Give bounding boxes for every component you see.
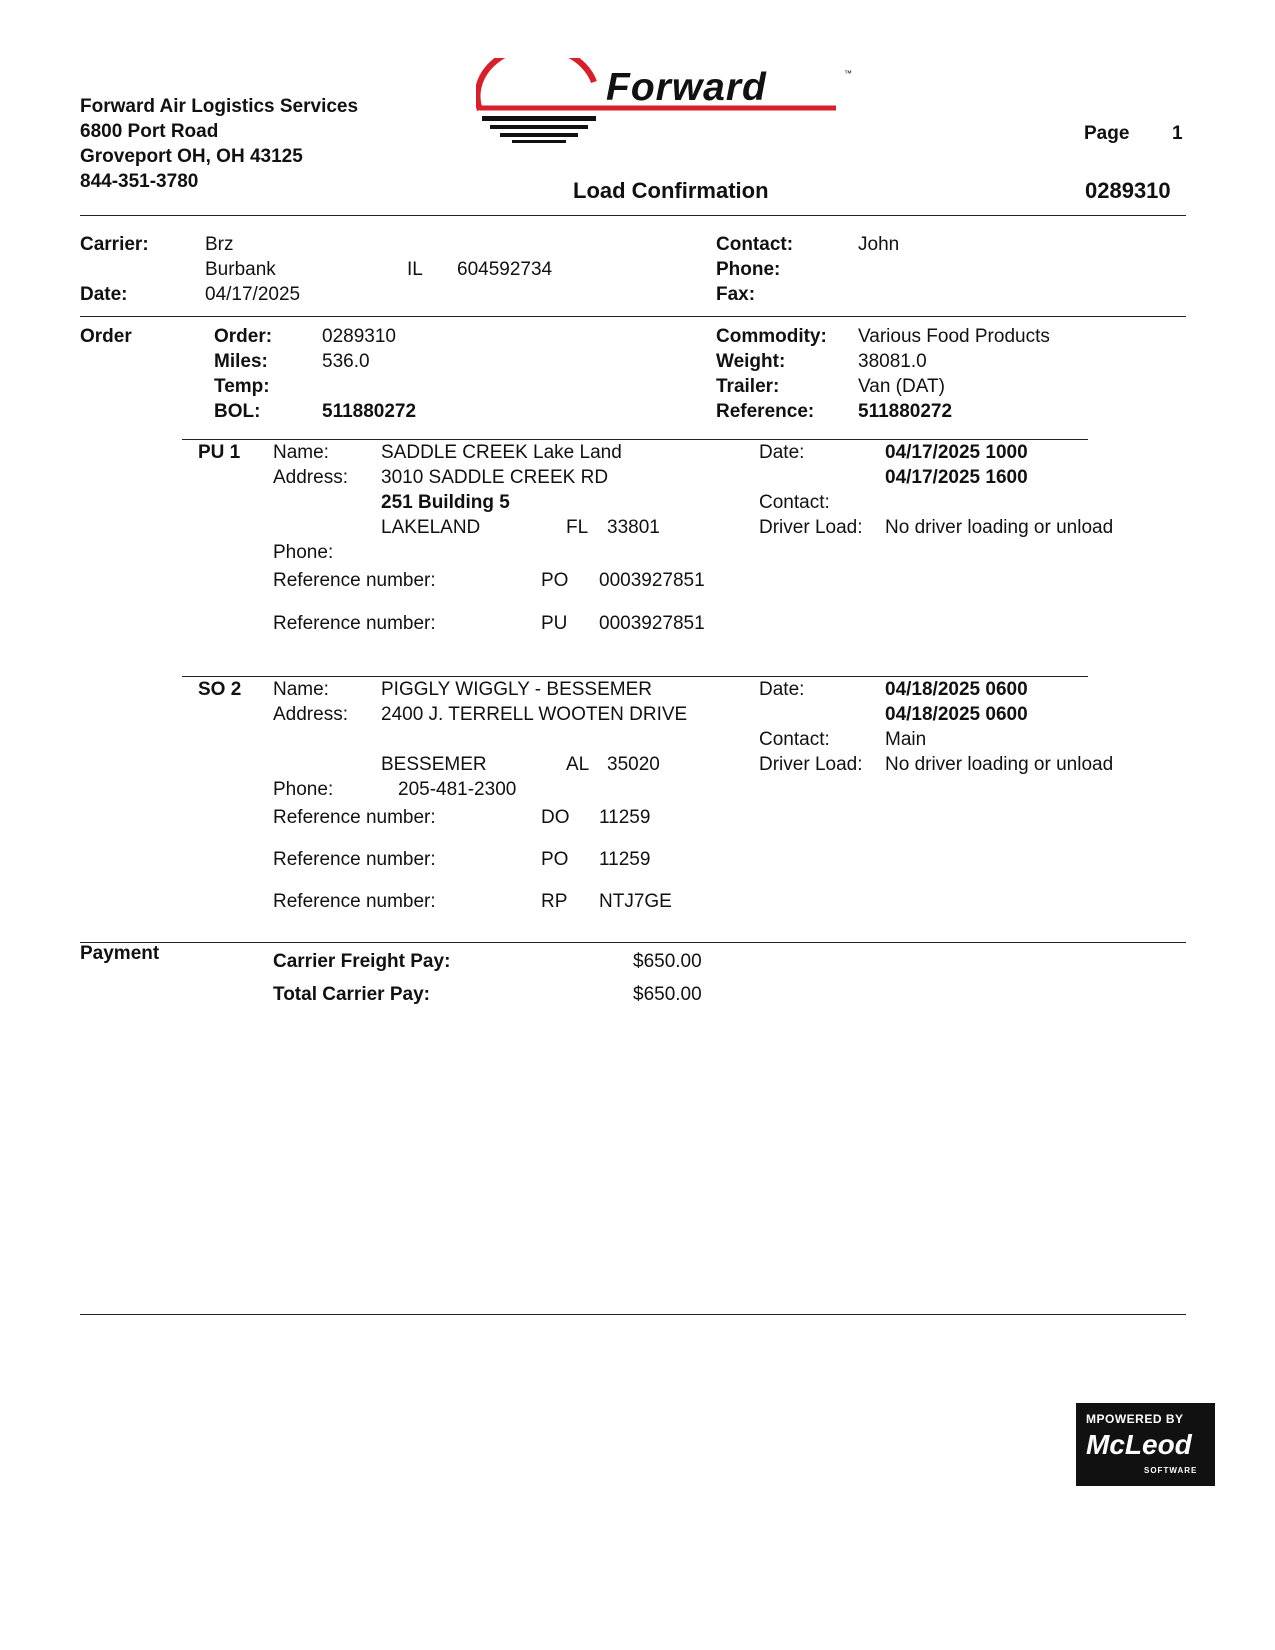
stop-date-end: 04/18/2025 0600 xyxy=(885,704,1028,725)
total-carrier-pay-label: Total Carrier Pay: xyxy=(273,984,430,1005)
stop-contact: Main xyxy=(885,729,927,750)
carrier-freight-pay-value: $650.00 xyxy=(633,951,702,972)
powered-by-text: MPOWERED BY xyxy=(1086,1412,1184,1426)
payment-divider xyxy=(80,942,1186,943)
reference-number-label: Reference number: xyxy=(273,807,436,828)
stop-date-label: Date: xyxy=(759,679,805,700)
carrier-state: IL xyxy=(407,259,423,280)
driver-load-value: No driver loading or unload xyxy=(885,517,1114,538)
phone-label: Phone: xyxy=(716,259,781,280)
stop-name-label: Name: xyxy=(273,679,329,700)
page-title: Load Confirmation xyxy=(573,178,769,203)
stop-address-line1: 3010 SADDLE CREEK RD xyxy=(381,467,609,488)
reference-number-label: Reference number: xyxy=(273,849,436,870)
carrier-contact: John xyxy=(858,234,900,255)
stop-contact-label: Contact: xyxy=(759,729,830,750)
weight-label: Weight: xyxy=(716,351,786,372)
stop-date-end: 04/17/2025 1600 xyxy=(885,467,1028,488)
driver-load-label: Driver Load: xyxy=(759,754,863,775)
carrier-label: Carrier: xyxy=(80,234,149,255)
carrier-date: 04/17/2025 xyxy=(205,284,301,305)
stop-state: AL xyxy=(566,754,590,775)
header-divider xyxy=(80,215,1186,216)
reference-type: RP xyxy=(541,891,568,912)
stop-code: PU 1 xyxy=(198,442,241,463)
stop-date-start: 04/17/2025 1000 xyxy=(885,442,1028,463)
stop-zip: 33801 xyxy=(607,517,660,538)
bol-label: BOL: xyxy=(214,401,261,422)
page-number: 1 xyxy=(1172,123,1183,144)
carrier-freight-pay-label: Carrier Freight Pay: xyxy=(273,951,451,972)
order-number: 0289310 xyxy=(322,326,396,347)
stop-phone-label: Phone: xyxy=(273,779,334,800)
footer-divider xyxy=(80,1314,1186,1315)
stop-phone: 205-481-2300 xyxy=(398,779,517,800)
carrier-name: Brz xyxy=(205,234,234,255)
reference-type: PU xyxy=(541,613,568,634)
company-address-line2: Groveport OH, OH 43125 xyxy=(80,146,303,167)
stop-date-label: Date: xyxy=(759,442,805,463)
reference-value: 0003927851 xyxy=(599,613,705,634)
stop-date-start: 04/18/2025 0600 xyxy=(885,679,1028,700)
contact-label: Contact: xyxy=(716,234,794,255)
commodity-value: Various Food Products xyxy=(858,326,1050,347)
stop-address-label: Address: xyxy=(273,704,348,725)
mcleod-brand-text: McLeod xyxy=(1086,1429,1192,1460)
carrier-city: Burbank xyxy=(205,259,276,280)
reference-value: 11259 xyxy=(599,807,651,828)
software-text: SOFTWARE xyxy=(1144,1466,1198,1475)
stop-name: SADDLE CREEK Lake Land xyxy=(381,442,622,463)
stop-phone-label: Phone: xyxy=(273,542,334,563)
stop-name-label: Name: xyxy=(273,442,329,463)
weight-value: 38081.0 xyxy=(858,351,927,372)
driver-load-label: Driver Load: xyxy=(759,517,863,538)
reference-value: 511880272 xyxy=(858,401,953,422)
carrier-divider xyxy=(80,316,1186,317)
reference-type: PO xyxy=(541,849,569,870)
stop-city: LAKELAND xyxy=(381,517,481,538)
stop-1-divider xyxy=(182,439,1088,440)
fax-label: Fax: xyxy=(716,284,756,305)
reference-label: Reference: xyxy=(716,401,815,422)
commodity-label: Commodity: xyxy=(716,326,827,347)
reference-number-label: Reference number: xyxy=(273,570,436,591)
carrier-id: 604592734 xyxy=(457,259,553,280)
page-label: Page xyxy=(1084,123,1130,144)
stop-state: FL xyxy=(566,517,589,538)
total-carrier-pay-value: $650.00 xyxy=(633,984,702,1005)
trailer-value: Van (DAT) xyxy=(858,376,945,397)
reference-value: 11259 xyxy=(599,849,651,870)
company-address-line1: 6800 Port Road xyxy=(80,121,219,142)
order-label: Order: xyxy=(214,326,273,347)
stop-address-label: Address: xyxy=(273,467,348,488)
mcleod-logo xyxy=(1076,1403,1215,1486)
forward-logo-text: Forward xyxy=(606,66,767,109)
reference-number-label: Reference number: xyxy=(273,613,436,634)
stop-address-line1: 2400 J. TERRELL WOOTEN DRIVE xyxy=(381,704,688,725)
order-section-label: Order xyxy=(80,326,132,347)
miles-value: 536.0 xyxy=(322,351,370,372)
reference-type: PO xyxy=(541,570,569,591)
stop-city: BESSEMER xyxy=(381,754,487,775)
payment-section-label: Payment xyxy=(80,943,160,964)
trailer-label: Trailer: xyxy=(716,376,780,397)
bol-value: 511880272 xyxy=(322,401,417,422)
miles-label: Miles: xyxy=(214,351,268,372)
stop-name: PIGGLY WIGGLY - BESSEMER xyxy=(381,679,653,700)
reference-value: NTJ7GE xyxy=(599,891,672,912)
reference-type: DO xyxy=(541,807,570,828)
stop-2-divider xyxy=(182,676,1088,677)
confirmation-number: 0289310 xyxy=(1085,178,1171,203)
stop-zip: 35020 xyxy=(607,754,660,775)
temp-label: Temp: xyxy=(214,376,270,397)
company-phone: 844-351-3780 xyxy=(80,171,199,192)
driver-load-value: No driver loading or unload xyxy=(885,754,1114,775)
reference-value: 0003927851 xyxy=(599,570,705,591)
stop-address-line2: 251 Building 5 xyxy=(381,492,510,513)
reference-number-label: Reference number: xyxy=(273,891,436,912)
company-name: Forward Air Logistics Services xyxy=(80,96,359,117)
date-label: Date: xyxy=(80,284,128,305)
forward-logo xyxy=(476,58,868,148)
trademark-symbol: ™ xyxy=(844,69,852,78)
stop-contact-label: Contact: xyxy=(759,492,830,513)
stop-code: SO 2 xyxy=(198,679,242,700)
